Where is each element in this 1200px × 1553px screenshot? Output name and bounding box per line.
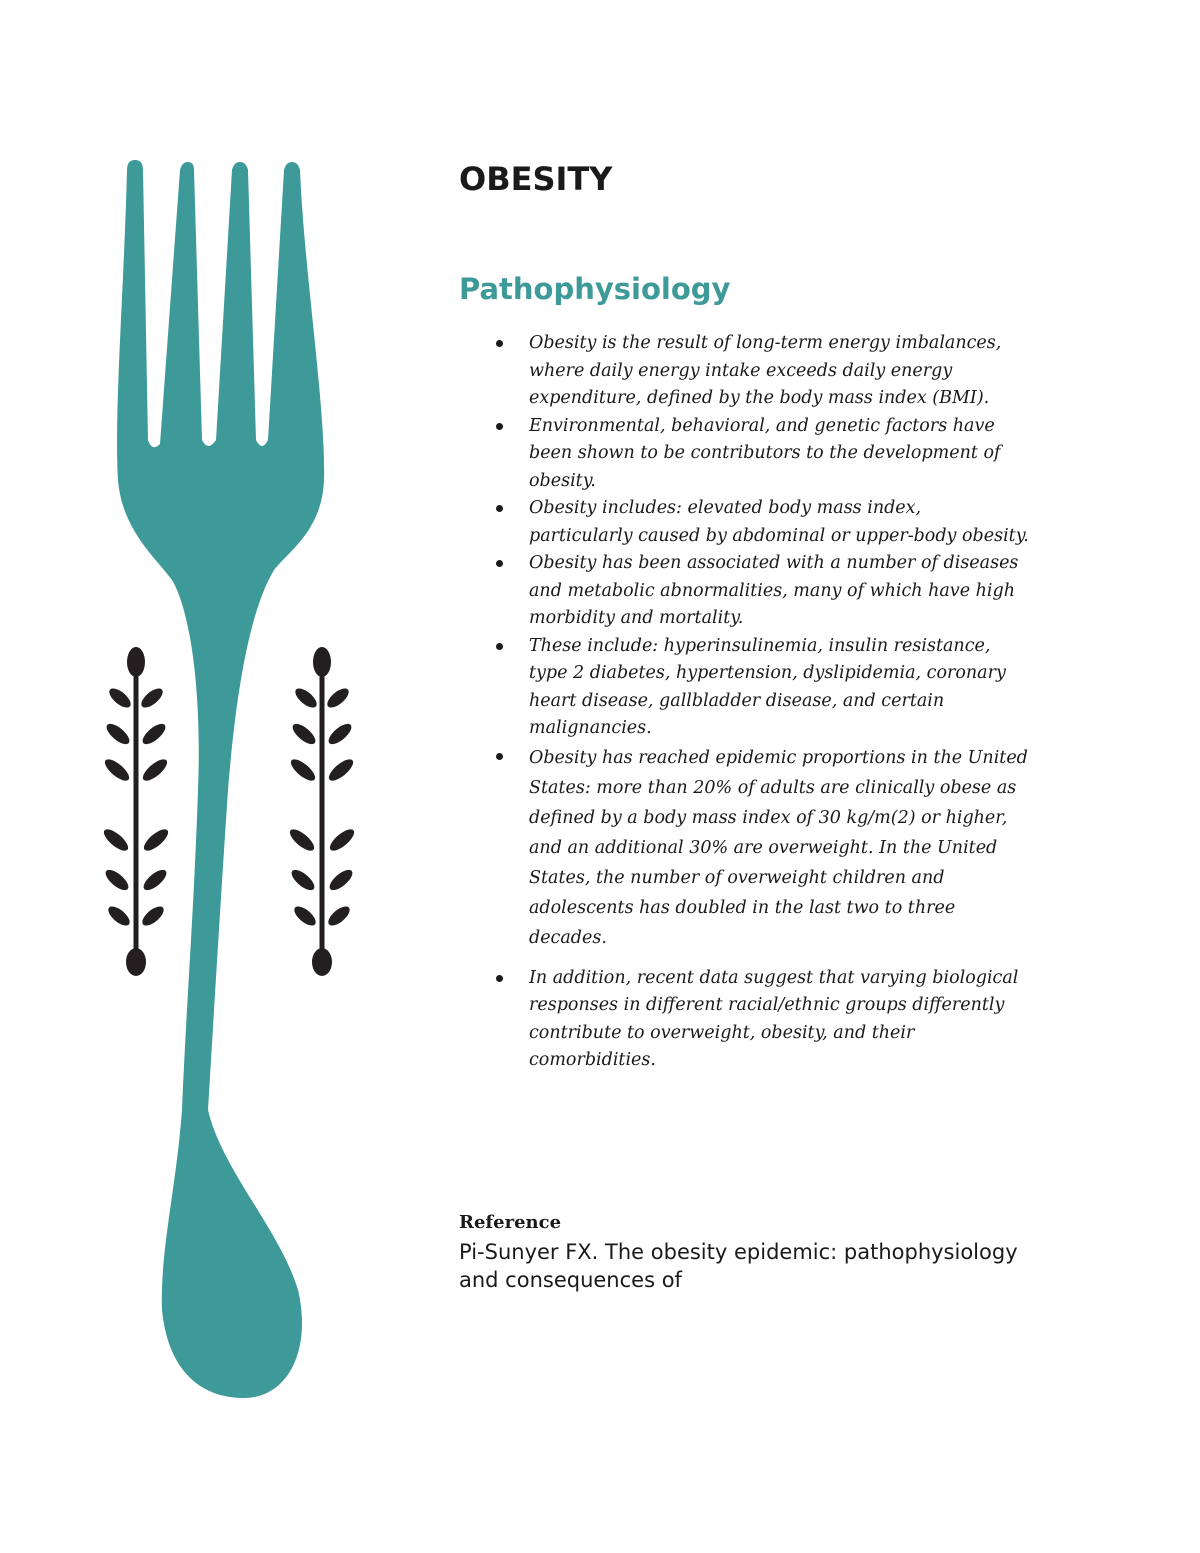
list-item: Obesity has been associated with a number of diseases and metabolic abnormalities, many of which have high morbidity and mortality. (459, 550, 1029, 633)
list-item: Environmental, behavioral, and genetic factors have been shown to be contributors to the development of obesity. (459, 413, 1029, 496)
reference-label: Reference (459, 1212, 562, 1233)
list-item: In addition, recent data suggest that varying biological responses in different racial/ethnic groups differently contribute to overweight, obesity, and their comorbidities. (459, 965, 1029, 1075)
leaf-sprig-icon (287, 647, 358, 976)
section-heading: Pathophysiology (459, 272, 731, 306)
list-item: Obesity includes: elevated body mass index, particularly caused by abdominal or upper-body obesity. (459, 495, 1029, 550)
page-title: OBESITY (459, 160, 613, 198)
list-item: Obesity has reached epidemic proportions in the United States: more than 20% of adults are clinically obese as defined by a body mass index of 30 kg/m(2) or higher, and an additional 30% are overweight. In the United States, the number of overweight children and adolescents has doubled in the last two to three decades. (459, 743, 1029, 953)
reference-text: Pi-Sunyer FX. The obesity epidemic: pathophysiology and consequences of (459, 1240, 1045, 1292)
fork-illustration (90, 150, 380, 1410)
list-item: Obesity is the result of long-term energy imbalances, where daily energy intake exceeds daily energy expenditure, defined by the body mass index (BMI). (459, 330, 1029, 413)
list-item: These include: hyperinsulinemia, insulin resistance, type 2 diabetes, hypertension, dyslipidemia, coronary heart disease, gallbladder disease, and certain malignancies. (459, 633, 1029, 743)
leaf-sprig-icon (101, 647, 172, 976)
bullet-list (459, 330, 1029, 1075)
